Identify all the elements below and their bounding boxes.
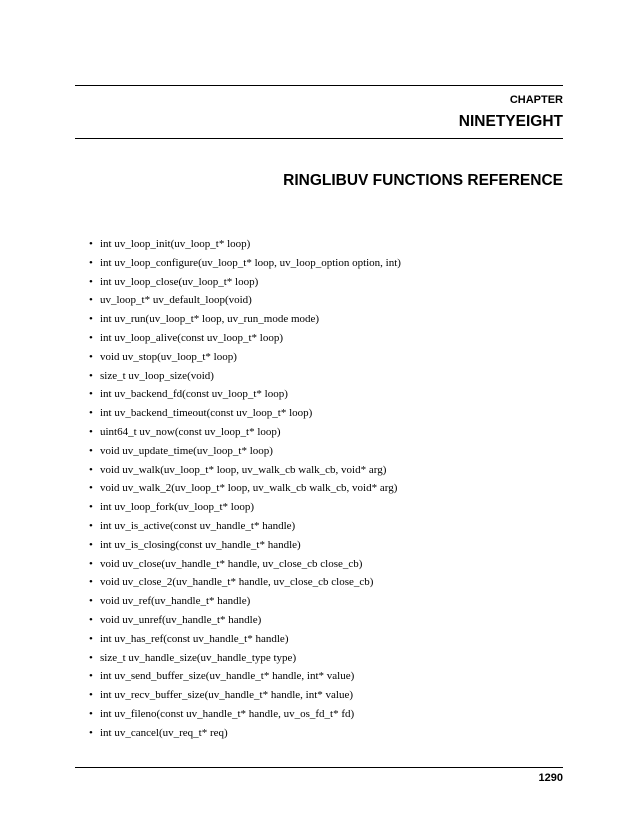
- bullet-icon: •: [89, 576, 93, 589]
- bullet-icon: •: [89, 238, 93, 250]
- function-signature: int uv_fileno(const uv_handle_t* handle, uv_os_fd_t* fd): [100, 707, 355, 720]
- bullet-icon: •: [89, 557, 93, 570]
- list-item: [89, 705, 401, 724]
- list-item: [89, 479, 401, 498]
- bullet-icon: •: [89, 651, 93, 664]
- bullet-icon: •: [89, 501, 93, 514]
- function-signature: int uv_loop_init(uv_loop_t* loop): [100, 238, 251, 250]
- function-signature: void uv_stop(uv_loop_t* loop): [100, 350, 237, 363]
- function-signature: void uv_close_2(uv_handle_t* handle, uv_close_cb close_cb): [100, 576, 374, 589]
- bullet-icon: •: [89, 275, 93, 288]
- bullet-icon: •: [89, 388, 93, 401]
- header-top-rule: [75, 85, 563, 86]
- footer-rule: [75, 767, 563, 768]
- function-signature: int uv_backend_timeout(const uv_loop_t* loop): [100, 407, 313, 420]
- bullet-icon: •: [89, 632, 93, 645]
- function-signature: void uv_ref(uv_handle_t* handle): [100, 595, 251, 608]
- bullet-icon: •: [89, 538, 93, 551]
- bullet-icon: •: [89, 482, 93, 495]
- list-item: [89, 498, 401, 517]
- function-signature: int uv_loop_fork(uv_loop_t* loop): [100, 501, 254, 514]
- function-signature: void uv_close(uv_handle_t* handle, uv_close_cb close_cb): [100, 557, 363, 570]
- list-item: [89, 442, 401, 461]
- bullet-icon: •: [89, 425, 93, 438]
- bullet-icon: •: [89, 613, 93, 626]
- function-signature: int uv_loop_configure(uv_loop_t* loop, uv_loop_option option, int): [100, 256, 401, 269]
- list-item: [89, 254, 401, 273]
- bullet-icon: •: [89, 707, 93, 720]
- list-item: [89, 667, 401, 686]
- page-number: 1290: [538, 772, 563, 784]
- header-bottom-rule: [75, 138, 563, 139]
- bullet-icon: •: [89, 407, 93, 420]
- function-signature: int uv_run(uv_loop_t* loop, uv_run_mode mode): [100, 313, 320, 326]
- list-item: [89, 423, 401, 442]
- function-signature: int uv_cancel(uv_req_t* req): [100, 726, 228, 739]
- bullet-icon: •: [89, 726, 93, 739]
- list-item: [89, 611, 401, 630]
- function-signature: int uv_recv_buffer_size(uv_handle_t* handle, int* value): [100, 689, 354, 702]
- function-signature: int uv_loop_alive(const uv_loop_t* loop): [100, 331, 284, 344]
- list-item: [89, 404, 401, 423]
- bullet-icon: •: [89, 670, 93, 683]
- function-signature: uv_loop_t* uv_default_loop(void): [100, 294, 252, 307]
- function-signature: size_t uv_loop_size(void): [100, 369, 214, 382]
- function-signature: int uv_is_closing(const uv_handle_t* handle): [100, 538, 301, 551]
- list-item: [89, 329, 401, 348]
- list-item: [89, 592, 401, 611]
- list-item: [89, 291, 401, 310]
- function-list: [89, 235, 401, 743]
- function-signature: int uv_send_buffer_size(uv_handle_t* handle, int* value): [100, 670, 355, 683]
- bullet-icon: •: [89, 595, 93, 608]
- list-item: [89, 536, 401, 555]
- function-signature: int uv_has_ref(const uv_handle_t* handle): [100, 632, 289, 645]
- bullet-icon: •: [89, 689, 93, 702]
- function-signature: void uv_walk_2(uv_loop_t* loop, uv_walk_cb walk_cb, void* arg): [100, 482, 398, 495]
- bullet-icon: •: [89, 256, 93, 269]
- function-signature: int uv_loop_close(uv_loop_t* loop): [100, 275, 259, 288]
- bullet-icon: •: [89, 369, 93, 382]
- list-item: [89, 517, 401, 536]
- bullet-icon: •: [89, 294, 93, 307]
- function-signature: int uv_is_active(const uv_handle_t* handle): [100, 519, 296, 532]
- chapter-label: CHAPTER: [509, 94, 563, 106]
- bullet-icon: •: [89, 313, 93, 326]
- list-item: [89, 649, 401, 668]
- chapter-title: NINETYEIGHT: [458, 113, 563, 130]
- list-item: [89, 367, 401, 386]
- bullet-icon: •: [89, 519, 93, 532]
- bullet-icon: •: [89, 463, 93, 476]
- function-signature: int uv_backend_fd(const uv_loop_t* loop): [100, 388, 288, 401]
- function-signature: void uv_update_time(uv_loop_t* loop): [100, 444, 273, 457]
- list-item: [89, 235, 401, 254]
- list-item: [89, 573, 401, 592]
- list-item: [89, 686, 401, 705]
- list-item: [89, 555, 401, 574]
- section-title: RINGLIBUV FUNCTIONS REFERENCE: [283, 172, 563, 189]
- list-item: [89, 348, 401, 367]
- list-item: [89, 630, 401, 649]
- list-item: [89, 385, 401, 404]
- list-item: [89, 273, 401, 292]
- bullet-icon: •: [89, 331, 93, 344]
- bullet-icon: •: [89, 444, 93, 457]
- function-signature: size_t uv_handle_size(uv_handle_type type): [100, 651, 297, 664]
- bullet-icon: •: [89, 350, 93, 363]
- function-signature: uint64_t uv_now(const uv_loop_t* loop): [100, 425, 281, 438]
- list-item: [89, 310, 401, 329]
- list-item: [89, 724, 401, 743]
- list-item: [89, 461, 401, 480]
- function-signature: void uv_unref(uv_handle_t* handle): [100, 613, 262, 626]
- function-signature: void uv_walk(uv_loop_t* loop, uv_walk_cb walk_cb, void* arg): [100, 463, 387, 476]
